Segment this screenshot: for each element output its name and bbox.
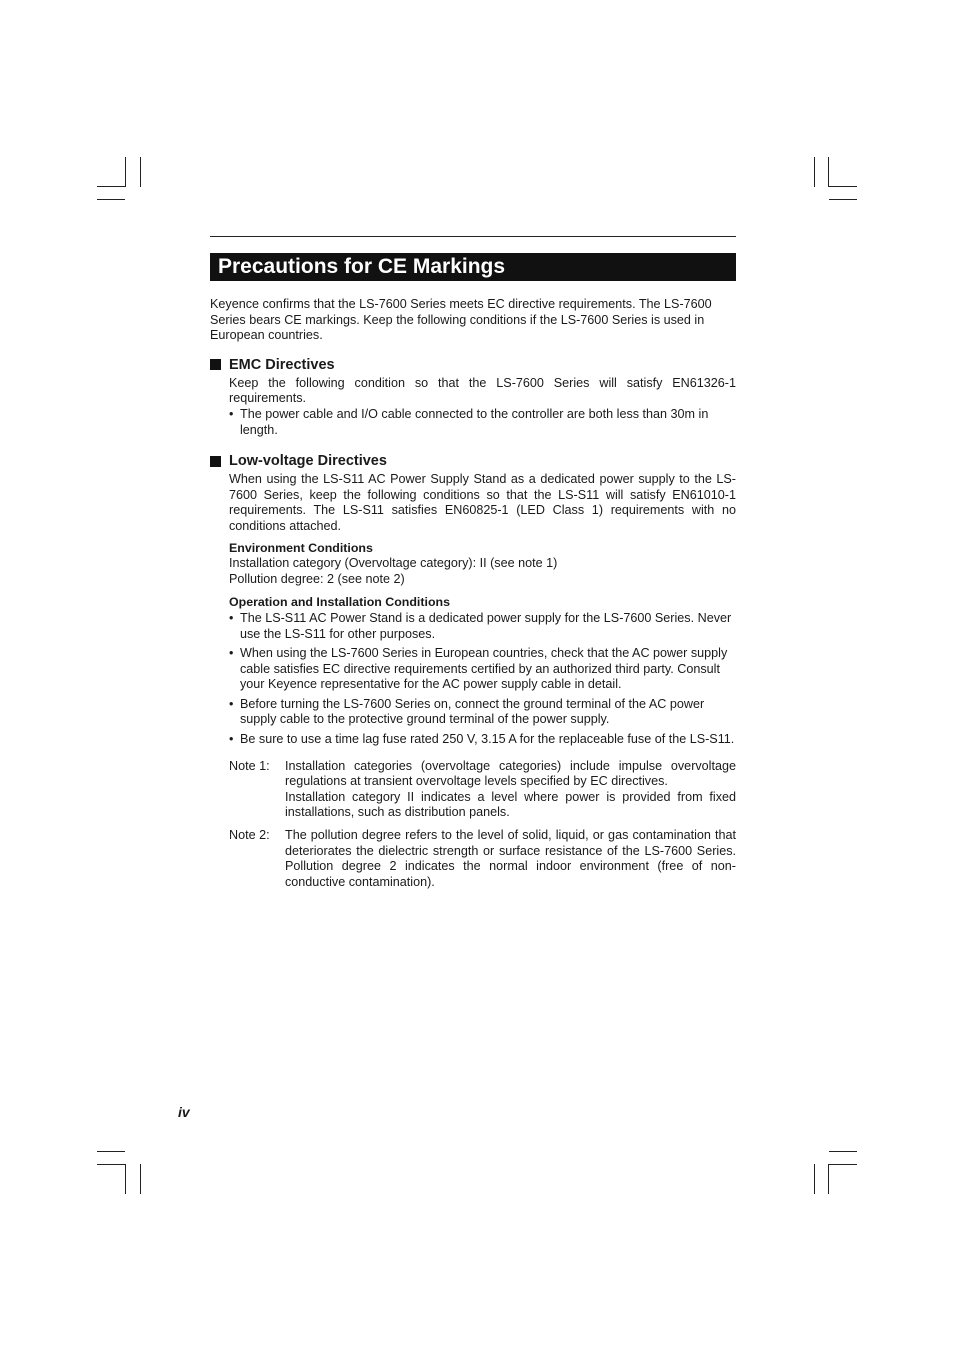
lv-heading-text: Low-voltage Directives — [229, 453, 387, 470]
note-text — [285, 828, 736, 890]
env-line: Pollution degree: 2 (see note 2) — [229, 571, 405, 586]
crop-mark — [125, 157, 126, 187]
emc-heading-text: EMC Directives — [229, 356, 335, 373]
emc-bullet-list — [229, 407, 736, 438]
bullet-icon: • — [229, 610, 234, 625]
page-content — [210, 236, 736, 890]
op-conditions-heading: Operation and Installation Conditions — [229, 595, 450, 610]
crop-mark — [828, 1164, 829, 1194]
crop-mark — [125, 1164, 126, 1194]
crop-mark — [97, 199, 125, 200]
list-item — [229, 697, 736, 728]
bullet-icon: • — [229, 696, 234, 711]
crop-mark — [140, 1164, 141, 1194]
note-2 — [229, 828, 736, 890]
crop-mark — [829, 199, 857, 200]
crop-mark — [829, 1164, 857, 1165]
op-bullet-list — [229, 611, 736, 748]
crop-mark — [828, 157, 829, 187]
emc-heading — [210, 356, 736, 374]
list-item — [229, 646, 736, 693]
lv-section — [229, 472, 736, 890]
emc-text: Keep the following condition so that the LS-7600 Series will satisfy EN61326-1 requirements. — [229, 375, 736, 406]
bullet-icon: • — [229, 406, 234, 421]
list-item-text: The LS-S11 AC Power Stand is a dedicated power supply for the LS-7600 Series. Never use the LS-S11 for other purposes. — [240, 610, 732, 641]
env-line: Installation category (Overvoltage category): II (see note 1) — [229, 556, 558, 571]
bullet-icon: • — [229, 646, 234, 661]
list-item — [229, 407, 736, 438]
crop-mark — [814, 1164, 815, 1194]
note-label: Note 1: — [229, 758, 270, 773]
env-conditions-heading: Environment Conditions — [229, 540, 373, 555]
top-rule — [210, 236, 736, 237]
note-paragraph: Installation categories (overvoltage categories) include impulse overvoltage regulations at transient overvoltage levels specified by EC directives. — [285, 758, 736, 789]
list-item-text: The power cable and I/O cable connected to the controller are both less than 30m in length. — [240, 406, 709, 437]
list-item-text: When using the LS-7600 Series in European countries, check that the AC power supply cable satisfies EC directive requirements certified by an authorized third party. Consult your Keyence representative for the AC power supply cable in detail. — [240, 646, 728, 692]
note-paragraph: Installation category II indicates a level where power is provided from fixed installations, such as distribution panels. — [285, 789, 736, 820]
bullet-icon: • — [229, 732, 234, 747]
lv-text: When using the LS-S11 AC Power Supply Stand as a dedicated power supply to the LS-7600 Series, keep the following conditions so that the LS-S11 will satisfy EN61010-1 requirements. The LS-S11 satisfies EN60825-1 (LED Class 1) requirements with no conditions attached. — [229, 472, 736, 533]
square-bullet-icon — [210, 456, 221, 467]
note-1 — [229, 759, 736, 821]
crop-mark — [97, 186, 125, 187]
page-number: iv — [178, 1104, 190, 1120]
note-paragraph: The pollution degree refers to the level of solid, liquid, or gas contamination that deteriorates the dielectric strength or surface resistance of the LS-7600 Series. Pollution degree 2 indicates the normal indoor environment (free of non-conductive contamination). — [285, 828, 736, 889]
crop-mark — [814, 157, 815, 187]
crop-mark — [97, 1151, 125, 1152]
lv-heading — [210, 452, 736, 470]
list-item — [229, 611, 736, 642]
square-bullet-icon — [210, 359, 221, 370]
list-item-text: Be sure to use a time lag fuse rated 250 V, 3.15 A for the replaceable fuse of the LS-S11. — [240, 732, 735, 747]
intro-paragraph: Keyence confirms that the LS-7600 Series meets EC directive requirements. The LS-7600 Series bears CE markings. Keep the following conditions if the LS-7600 Series is used in European countries. — [210, 297, 712, 343]
note-label: Note 2: — [229, 828, 270, 843]
crop-mark — [97, 1164, 125, 1165]
note-text — [285, 759, 736, 821]
list-item-text: Before turning the LS-7600 Series on, connect the ground terminal of the AC power supply cable to the protective ground terminal of the power supply. — [240, 696, 705, 727]
emc-section — [229, 376, 736, 438]
list-item — [229, 732, 736, 748]
page-title: Precautions for CE Markings — [210, 253, 736, 281]
crop-mark — [829, 1151, 857, 1152]
crop-mark — [829, 186, 857, 187]
crop-mark — [140, 157, 141, 187]
